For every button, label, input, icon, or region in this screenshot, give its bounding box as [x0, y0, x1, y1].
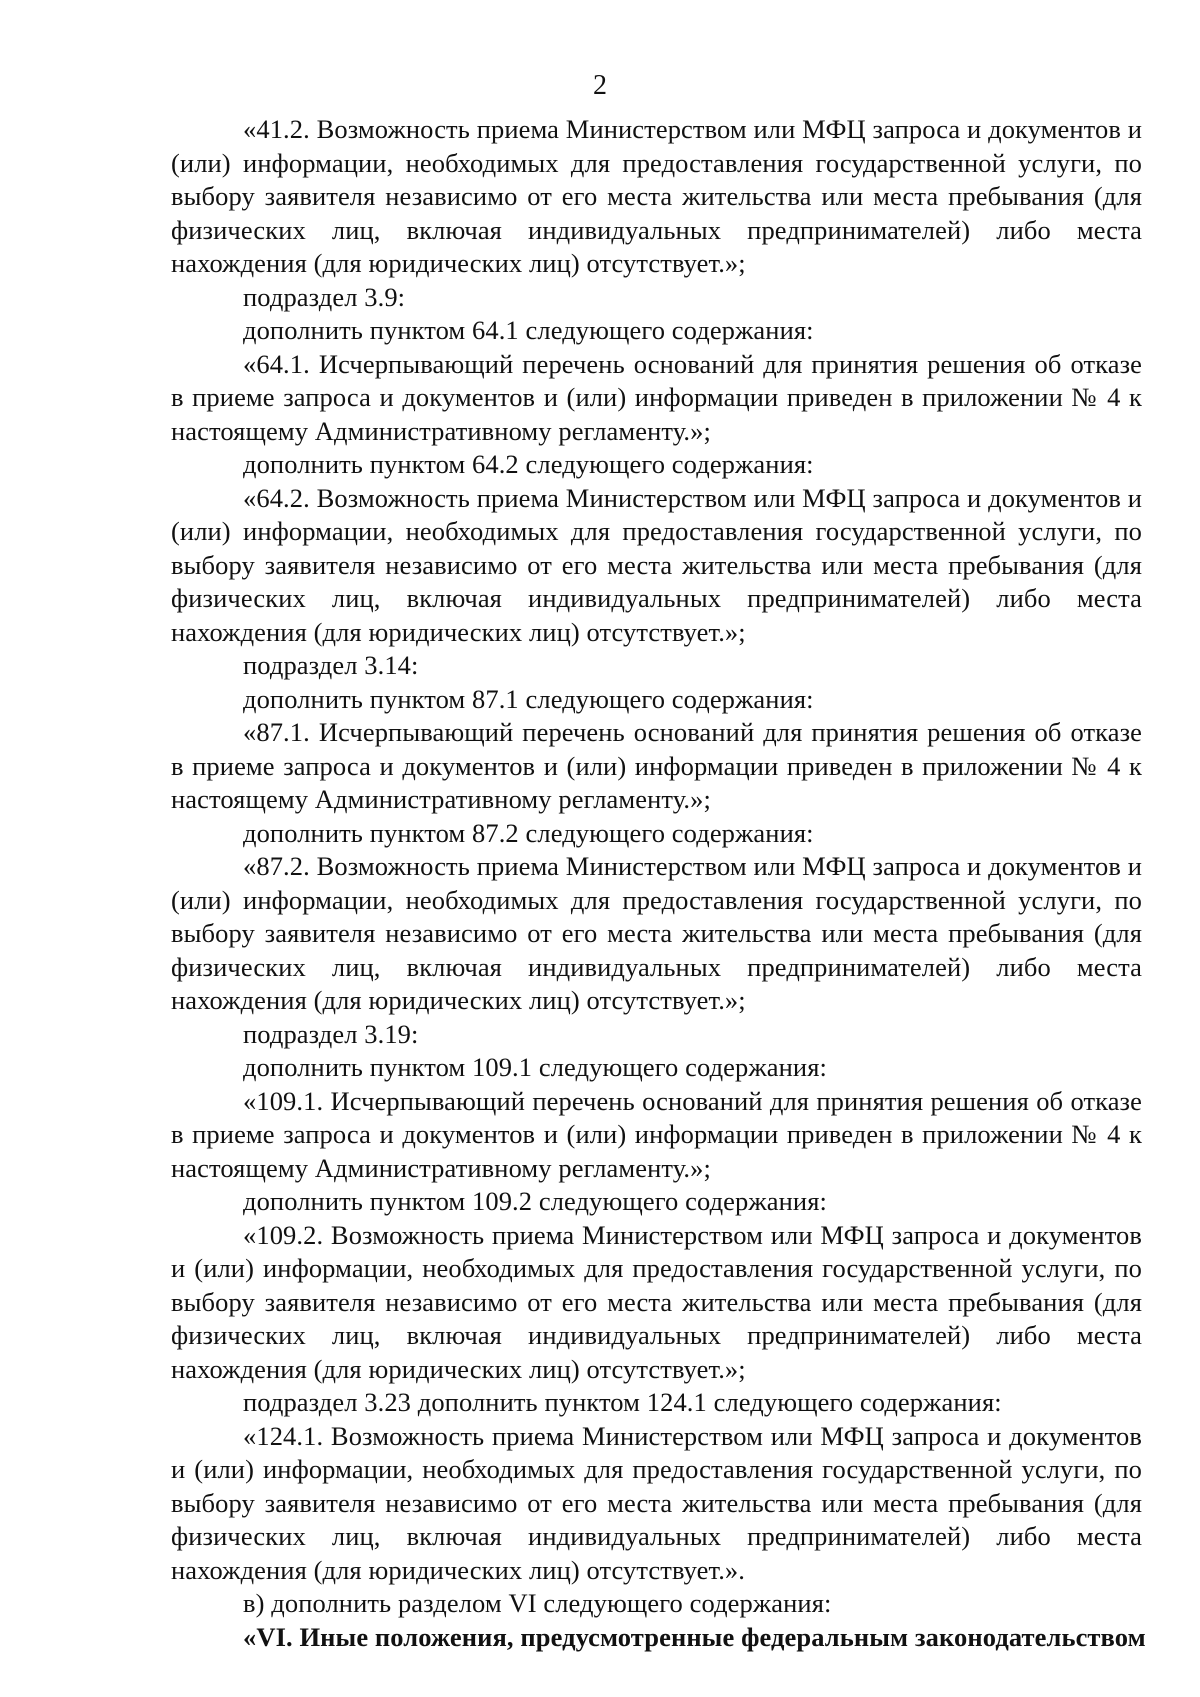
- paragraph-add-109-2: дополнить пунктом 109.2 следующего содержания:: [243, 1186, 827, 1216]
- paragraph-subsection-3-19: подраздел 3.19:: [243, 1018, 419, 1049]
- paragraph-64-1: «64.1. Исчерпывающий перечень оснований для принятия решения об отказе в приеме запроса и документов и (или) информации приведен в приложении № 4 к настоящему Административному регламенту.»;: [171, 348, 1142, 446]
- paragraph-109-1: «109.1. Исчерпывающий перечень оснований для принятия решения об отказе в приеме запроса и документов и (или) информации приведен в приложении № 4 к настоящему Административному регламенту.»;: [171, 1085, 1142, 1183]
- paragraph-add-87-1: дополнить пунктом 87.1 следующего содержания:: [243, 683, 814, 714]
- paragraph-subsection-3-14: подраздел 3.14:: [243, 650, 419, 680]
- paragraph-64-2: «64.2. Возможность приема Министерством или МФЦ запроса и документов и (или) информации, необходимых для предоставления государственной услуги, по выбору заявителя независимо от его места жительства или места пребывания (для физических лиц, включая индивидуальных предпринимателей) либо места нахождения (для юридических лиц) отсутствует.»;: [171, 482, 1142, 647]
- paragraph-add-87-2: дополнить пунктом 87.2 следующего содержания:: [243, 817, 814, 848]
- paragraph-subsection-3-9: подраздел 3.9:: [243, 281, 406, 312]
- paragraph-subsection-3-23: подраздел 3.23 дополнить пунктом 124.1 следующего содержания:: [243, 1387, 1002, 1417]
- paragraph-124-1: «124.1. Возможность приема Министерством или МФЦ запроса и документов и (или) информации, необходимых для предоставления государственной услуги, по выбору заявителя независимо от его места жительства или места пребывания (для физических лиц, включая индивидуальных предпринимателей) либо места нахождения (для юридических лиц) отсутствует.».: [171, 1420, 1142, 1585]
- paragraph-109-2: «109.2. Возможность приема Министерством или МФЦ запроса и документов и (или) информации, необходимых для предоставления государственной услуги, по выбору заявителя независимо от его места жительства или места пребывания (для физических лиц, включая индивидуальных предпринимателей) либо места нахождения (для юридических лиц) отсутствует.»;: [171, 1219, 1142, 1384]
- paragraph-87-1: «87.1. Исчерпывающий перечень оснований для принятия решения об отказе в приеме запроса и документов и (или) информации приведен в приложении № 4 к настоящему Административному регламенту.»;: [171, 717, 1142, 814]
- paragraph-add-109-1: дополнить пунктом 109.1 следующего содержания:: [243, 1052, 827, 1082]
- paragraph-add-64-2: дополнить пунктом 64.2 следующего содержания:: [243, 449, 814, 479]
- document-body: [171, 113, 1146, 1654]
- paragraph-41-2: «41.2. Возможность приема Министерством или МФЦ запроса и документов и (или) информации, необходимых для предоставления государственной услуги, по выбору заявителя независимо от его места жительства или места пребывания (для физических лиц, включая индивидуальных предпринимателей) либо места нахождения (для юридических лиц) отсутствует.»;: [171, 114, 1142, 278]
- section-vi-heading: «VI. Иные положения, предусмотренные федеральным законодательством: [243, 1621, 1146, 1652]
- paragraph-87-2: «87.2. Возможность приема Министерством или МФЦ запроса и документов и (или) информации, необходимых для предоставления государственной услуги, по выбору заявителя независимо от его места жительства или места пребывания (для физических лиц, включая индивидуальных предпринимателей) либо места нахождения (для юридических лиц) отсутствует.»;: [171, 851, 1142, 1015]
- page-number: 2: [593, 70, 607, 101]
- paragraph-add-64-1: дополнить пунктом 64.1 следующего содержания:: [243, 315, 814, 345]
- paragraph-add-section-vi: в) дополнить разделом VI следующего содержания:: [243, 1588, 832, 1618]
